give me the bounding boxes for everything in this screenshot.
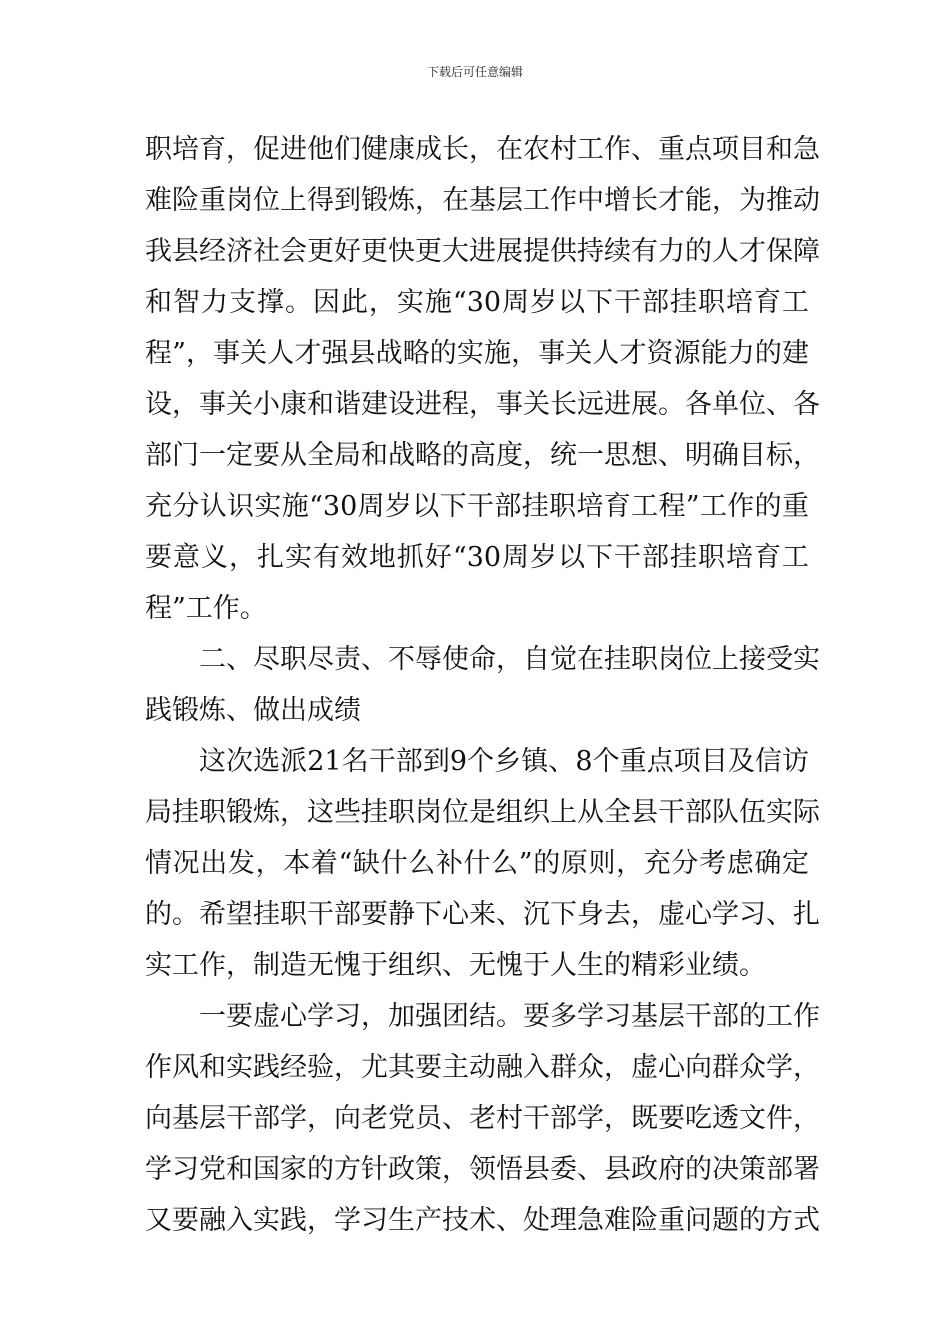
text-line: 设，事关小康和谐建设进程，事关长远进展。各单位、各: [145, 389, 820, 420]
section-heading-line: 践锻炼、做出成绩: [145, 695, 361, 726]
text-line: 的。希望挂职干部要静下心来、沉下身去，虚心学习、扎: [145, 899, 820, 930]
text-line: 局挂职锻炼，这些挂职岗位是组织上从全县干部队伍实际: [145, 797, 820, 828]
text-line: 职培育，促进他们健康成长，在农村工作、重点项目和急: [145, 134, 820, 165]
text-line: 部门一定要从全局和战略的高度，统一思想、明确目标，: [145, 440, 820, 471]
text-line: 一要虚心学习，加强团结。要多学习基层干部的工作: [199, 1001, 820, 1032]
page-header-note: 下载后可任意编辑: [426, 65, 523, 79]
section-heading-line: 二、尽职尽责、不辱使命，自觉在挂职岗位上接受实: [199, 644, 820, 675]
text-line: 和智力支撑。因此，实施“30周岁以下干部挂职培育工: [145, 287, 809, 318]
text-line: 这次选派21名干部到9个乡镇、8个重点项目及信访: [199, 746, 809, 777]
text-line: 又要融入实践，学习生产技术、处理急难险重问题的方式: [145, 1205, 820, 1236]
text-line: 实工作，制造无愧于组织、无愧于人生的精彩业绩。: [145, 950, 766, 981]
text-line: 作风和实践经验，尤其要主动融入群众，虚心向群众学，: [145, 1052, 820, 1083]
text-line: 学习党和国家的方针政策，领悟县委、县政府的决策部署: [145, 1154, 820, 1185]
text-line: 向基层干部学，向老党员、老村干部学，既要吃透文件，: [145, 1103, 820, 1134]
document-body: [145, 124, 820, 1246]
text-line: 我县经济社会更好更快更大进展提供持续有力的人才保障: [145, 236, 820, 267]
text-line: 充分认识实施“30周岁以下干部挂职培育工程”工作的重: [145, 491, 809, 522]
text-line: 难险重岗位上得到锻炼，在基层工作中增长才能，为推动: [145, 185, 820, 216]
text-line: 要意义，扎实有效地抓好“30周岁以下干部挂职培育工: [145, 542, 809, 573]
text-line: 程”工作。: [145, 593, 267, 624]
text-line: 程”，事关人才强县战略的实施，事关人才资源能力的建: [145, 338, 809, 369]
text-line: 情况出发，本着“缺什么补什么”的原则，充分考虑确定: [145, 848, 809, 879]
